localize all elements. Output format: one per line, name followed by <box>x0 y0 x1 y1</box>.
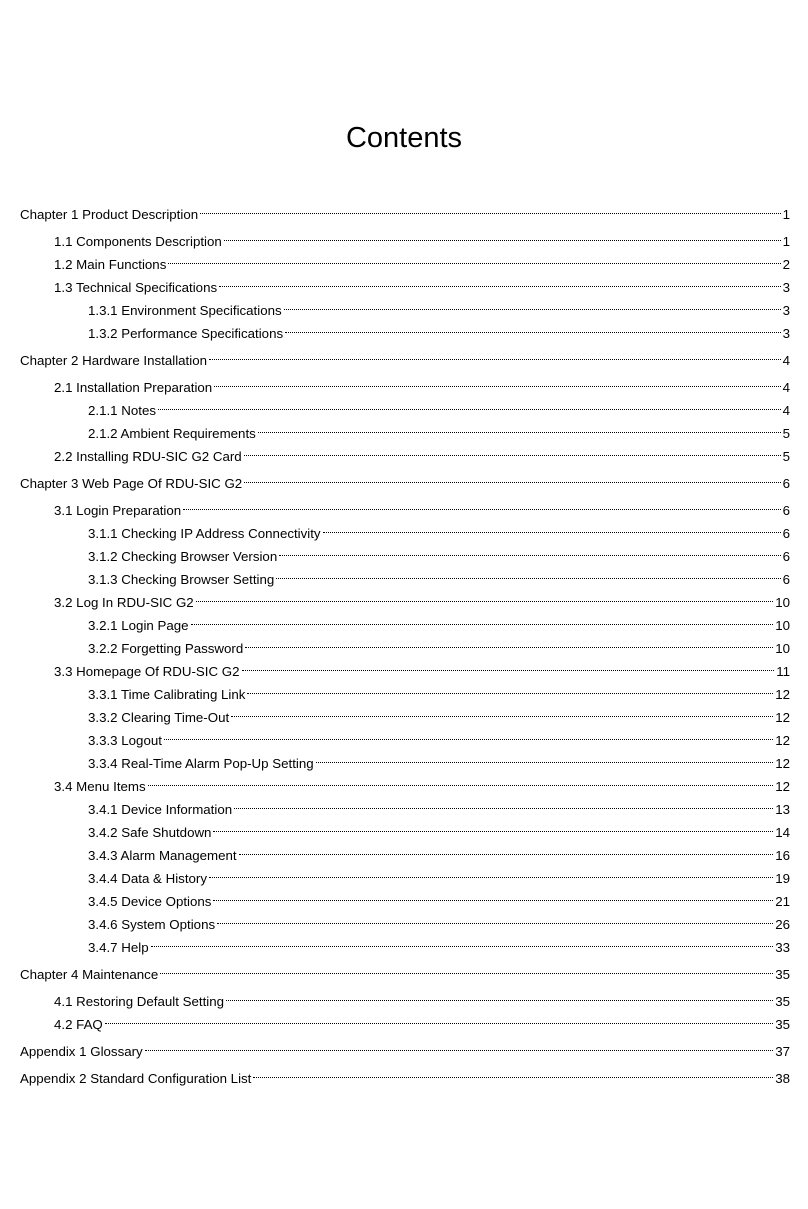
toc-entry[interactable] <box>20 468 790 491</box>
toc-entry[interactable] <box>88 518 790 541</box>
toc-entry-page-number: 21 <box>775 894 790 909</box>
toc-entry-page-number: 1 <box>782 234 790 249</box>
dot-leader <box>244 441 781 461</box>
dot-leader <box>258 418 781 438</box>
toc-entry-page-number: 4 <box>782 403 790 418</box>
toc-entry-page-number: 6 <box>782 503 790 518</box>
toc-entry-page-number: 10 <box>775 641 790 656</box>
dot-leader <box>213 886 773 906</box>
toc-entry-title[interactable]: 3.2.1 Login Page <box>88 618 189 633</box>
toc-entry[interactable] <box>20 1036 790 1059</box>
toc-entry[interactable] <box>88 318 790 341</box>
toc-entry-title[interactable]: 3.1.3 Checking Browser Setting <box>88 572 275 587</box>
toc-entry-title[interactable]: Chapter 3 Web Page Of RDU-SIC G2 <box>20 476 243 491</box>
toc-entry[interactable] <box>88 564 790 587</box>
toc-entry-title[interactable]: 3.2 Log In RDU-SIC G2 <box>54 595 194 610</box>
toc-entry[interactable] <box>88 541 790 564</box>
toc-entry-title[interactable]: 3.1.1 Checking IP Address Connectivity <box>88 526 321 541</box>
dot-leader <box>196 587 774 607</box>
toc-entry-title[interactable]: 1.3.1 Environment Specifications <box>88 303 282 318</box>
toc-entry[interactable] <box>54 441 790 464</box>
toc-entry[interactable] <box>88 886 790 909</box>
toc-entry-page-number: 3 <box>782 303 790 318</box>
dot-leader <box>231 702 773 722</box>
dot-leader <box>253 1063 773 1083</box>
toc-entry[interactable] <box>88 748 790 771</box>
toc-entry-page-number: 5 <box>782 426 790 441</box>
toc-entry-page-number: 12 <box>775 733 790 748</box>
toc-entry-page-number: 4 <box>782 353 790 368</box>
toc-entry-page-number: 3 <box>782 326 790 341</box>
toc-entry-title[interactable]: 1.3 Technical Specifications <box>54 280 218 295</box>
dot-leader <box>234 794 773 814</box>
toc-entry-page-number: 19 <box>775 871 790 886</box>
dot-leader <box>148 771 774 791</box>
dot-leader <box>168 249 780 269</box>
toc-entry[interactable] <box>54 656 790 679</box>
toc-entry-page-number: 3 <box>782 280 790 295</box>
toc-entry-title[interactable]: 2.1.1 Notes <box>88 403 157 418</box>
toc-entry-title[interactable]: 3.3.2 Clearing Time-Out <box>88 710 230 725</box>
dot-leader <box>145 1036 774 1056</box>
toc-entry-title[interactable]: 1.2 Main Functions <box>54 257 167 272</box>
toc-entry-title[interactable]: 3.4.4 Data & History <box>88 871 207 886</box>
toc-entry-title[interactable]: 3.4.5 Device Options <box>88 894 212 909</box>
toc-entry-title[interactable]: 3.3.1 Time Calibrating Link <box>88 687 246 702</box>
toc-entry[interactable] <box>88 909 790 932</box>
toc-entry-page-number: 35 <box>775 967 790 982</box>
toc-entry[interactable] <box>88 840 790 863</box>
toc-entry-title[interactable]: 3.4.6 System Options <box>88 917 216 932</box>
dot-leader <box>217 909 773 929</box>
toc-entry-page-number: 10 <box>775 618 790 633</box>
toc-entry-page-number: 6 <box>782 549 790 564</box>
toc-entry-page-number: 13 <box>775 802 790 817</box>
dot-leader <box>158 395 781 415</box>
toc-entry[interactable] <box>88 395 790 418</box>
toc-entry[interactable] <box>88 725 790 748</box>
toc-entry[interactable] <box>88 418 790 441</box>
toc-entry-page-number: 5 <box>782 449 790 464</box>
toc-entry[interactable] <box>88 679 790 702</box>
toc-entry-page-number: 2 <box>782 257 790 272</box>
toc-entry-page-number: 12 <box>775 687 790 702</box>
toc-entry-page-number: 6 <box>782 526 790 541</box>
toc-entry-title[interactable]: 3.4.1 Device Information <box>88 802 233 817</box>
toc-entry[interactable] <box>54 495 790 518</box>
dot-leader <box>213 817 773 837</box>
toc-entry-page-number: 10 <box>775 595 790 610</box>
toc-entry-page-number: 33 <box>775 940 790 955</box>
toc-entry[interactable] <box>88 702 790 725</box>
dot-leader <box>226 986 773 1006</box>
toc-entry-title[interactable]: Chapter 1 Product Description <box>20 207 199 222</box>
dot-leader <box>247 679 773 699</box>
dot-leader <box>191 610 774 630</box>
toc-entry[interactable] <box>20 959 790 982</box>
toc-entry[interactable] <box>20 199 790 222</box>
dot-leader <box>164 725 773 745</box>
toc-entry-page-number: 14 <box>775 825 790 840</box>
toc-entry-title[interactable]: 1.3.2 Performance Specifications <box>88 326 284 341</box>
toc-entry[interactable] <box>88 794 790 817</box>
dot-leader <box>239 840 774 860</box>
page-title: Contents <box>345 122 463 154</box>
toc-entry-page-number: 16 <box>775 848 790 863</box>
dot-leader <box>209 345 781 365</box>
toc-entry-title[interactable]: 2.2 Installing RDU-SIC G2 Card <box>54 449 242 464</box>
toc-entry[interactable] <box>88 633 790 656</box>
toc-entry-page-number: 12 <box>775 710 790 725</box>
toc-entry-title[interactable]: 3.4.3 Alarm Management <box>88 848 237 863</box>
toc-entry-page-number: 37 <box>775 1044 790 1059</box>
toc-entry[interactable] <box>88 932 790 955</box>
dot-leader <box>219 272 780 292</box>
toc-entry-title[interactable]: 2.1 Installation Preparation <box>54 380 213 395</box>
toc-entry-page-number: 35 <box>775 994 790 1009</box>
toc-entry-title[interactable]: 3.2.2 Forgetting Password <box>88 641 244 656</box>
toc-entry-title[interactable]: Appendix 1 Glossary <box>20 1044 143 1059</box>
dot-leader <box>105 1009 773 1029</box>
toc-entry-page-number: 12 <box>775 756 790 771</box>
toc-entry-title[interactable]: 3.1.2 Checking Browser Version <box>88 549 278 564</box>
toc-entry[interactable] <box>88 863 790 886</box>
toc-entry[interactable] <box>88 295 790 318</box>
toc-entry-title[interactable]: Appendix 2 Standard Configuration List <box>20 1071 252 1086</box>
toc-entry-page-number: 6 <box>782 476 790 491</box>
dot-leader <box>285 318 780 338</box>
dot-leader <box>276 564 780 584</box>
dot-leader <box>183 495 780 515</box>
toc-entry[interactable] <box>54 372 790 395</box>
toc-entry-title[interactable]: 4.2 FAQ <box>54 1017 103 1032</box>
toc-entry-title[interactable]: 3.4.2 Safe Shutdown <box>88 825 212 840</box>
dot-leader <box>209 863 773 883</box>
toc-entry-title[interactable]: 3.3.3 Logout <box>88 733 162 748</box>
dot-leader <box>284 295 781 315</box>
dot-leader <box>244 468 780 488</box>
toc-entry-title[interactable]: 2.1.2 Ambient Requirements <box>88 426 256 441</box>
dot-leader <box>151 932 774 952</box>
dot-leader <box>316 748 774 768</box>
toc-entry[interactable] <box>54 587 790 610</box>
toc-entry-page-number: 35 <box>775 1017 790 1032</box>
dot-leader <box>242 656 775 676</box>
toc-entry-page-number: 11 <box>776 664 790 679</box>
toc-entry[interactable] <box>54 226 790 249</box>
toc-entry-title[interactable]: Chapter 2 Hardware Installation <box>20 353 207 368</box>
dot-leader <box>245 633 773 653</box>
toc-entry-title[interactable]: 3.3.4 Real-Time Alarm Pop-Up Setting <box>88 756 314 771</box>
toc-entry-page-number: 6 <box>782 572 790 587</box>
dot-leader <box>200 199 780 219</box>
toc-entry[interactable] <box>20 345 790 368</box>
dot-leader <box>323 518 781 538</box>
toc-entry[interactable] <box>88 610 790 633</box>
toc-entry-page-number: 26 <box>775 917 790 932</box>
dot-leader <box>224 226 781 246</box>
toc-entry-title[interactable]: 3.4.7 Help <box>88 940 149 955</box>
dot-leader <box>279 541 780 561</box>
toc-entry-title[interactable]: Chapter 4 Maintenance <box>20 967 159 982</box>
toc-entry-page-number: 4 <box>782 380 790 395</box>
toc-entry[interactable] <box>54 249 790 272</box>
toc-entry[interactable] <box>54 272 790 295</box>
dot-leader <box>160 959 773 979</box>
toc-entry-page-number: 1 <box>782 207 790 222</box>
dot-leader <box>214 372 780 392</box>
toc-entry-page-number: 38 <box>775 1071 790 1086</box>
toc-entry-page-number: 12 <box>775 779 790 794</box>
toc-entry[interactable] <box>54 1009 790 1032</box>
toc-entry-title[interactable]: 3.1 Login Preparation <box>54 503 182 518</box>
toc-entry[interactable] <box>54 986 790 1009</box>
toc-entry-title[interactable]: 3.3 Homepage Of RDU-SIC G2 <box>54 664 240 679</box>
toc-entry[interactable] <box>20 1063 790 1086</box>
toc-entry[interactable] <box>88 817 790 840</box>
toc-entry[interactable] <box>54 771 790 794</box>
toc-entry-title[interactable]: 1.1 Components Description <box>54 234 222 249</box>
toc-entry-title[interactable]: 4.1 Restoring Default Setting <box>54 994 225 1009</box>
toc-entry-title[interactable]: 3.4 Menu Items <box>54 779 146 794</box>
